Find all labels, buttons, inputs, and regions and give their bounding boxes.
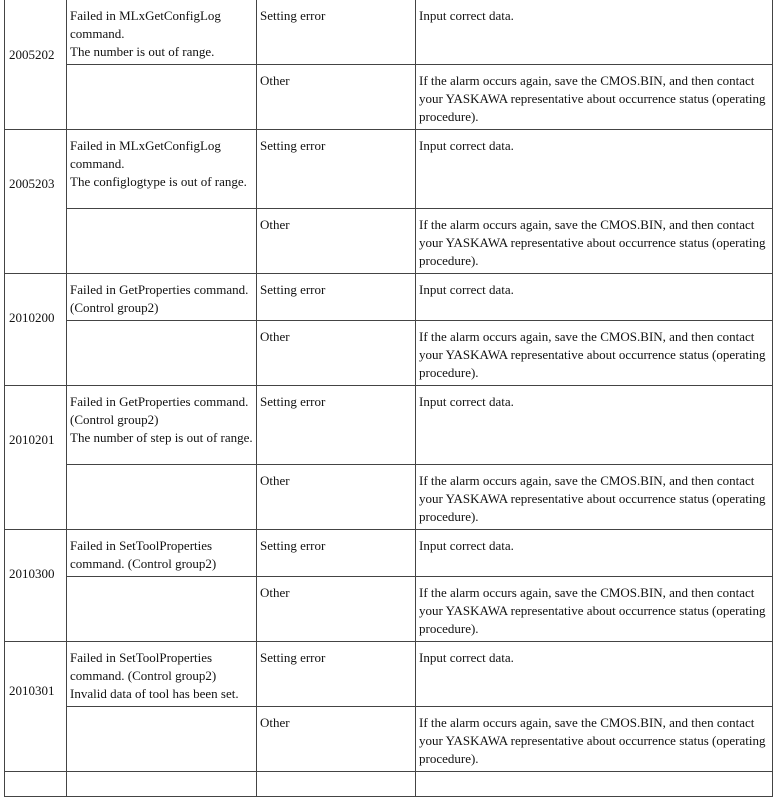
cause-text: Setting error <box>260 538 326 553</box>
cause-cell <box>257 642 416 707</box>
alarm-code: 2010300 <box>9 565 55 581</box>
alarm-code: 2010301 <box>9 682 55 698</box>
table-row <box>5 530 773 577</box>
alarm-meaning-cell <box>67 274 257 321</box>
alarm-meaning-cell <box>67 465 257 530</box>
remedy-cell <box>416 274 773 321</box>
remedy-text: Input correct data. <box>419 282 514 297</box>
remedy-text: Input correct data. <box>419 394 514 409</box>
table-row <box>5 386 773 465</box>
cause-text: Setting error <box>260 8 326 23</box>
cause-text: Other <box>260 329 290 344</box>
table-row <box>5 321 773 386</box>
remedy-text: Input correct data. <box>419 538 514 553</box>
table-row <box>5 209 773 274</box>
alarm-table-body <box>5 0 773 797</box>
alarm-code-cell <box>5 0 67 130</box>
alarm-code-cell <box>5 130 67 274</box>
empty-cell <box>67 772 257 797</box>
empty-cell <box>416 772 773 797</box>
alarm-code: 2010201 <box>9 431 55 447</box>
alarm-meaning: Failed in MLxGetConfigLog command. The number is out of range. <box>70 8 221 59</box>
alarm-list-table <box>4 0 773 797</box>
alarm-code-cell <box>5 530 67 642</box>
table-row <box>5 130 773 209</box>
cause-text: Other <box>260 473 290 488</box>
cause-cell <box>257 707 416 772</box>
alarm-code-cell <box>5 386 67 530</box>
alarm-code: 2005203 <box>9 175 55 191</box>
remedy-text: Input correct data. <box>419 650 514 665</box>
alarm-code: 2005202 <box>9 46 55 62</box>
remedy-text: If the alarm occurs again, save the CMOS.BIN, and then contact your YASKAWA representative about occurrence status (operating procedure). <box>419 217 766 268</box>
alarm-meaning: Failed in GetProperties command. (Control group2) <box>70 282 249 315</box>
cause-cell <box>257 209 416 274</box>
table-row <box>5 642 773 707</box>
remedy-cell <box>416 642 773 707</box>
alarm-code-cell <box>5 642 67 772</box>
remedy-text: Input correct data. <box>419 138 514 153</box>
alarm-meaning-cell <box>67 577 257 642</box>
cause-text: Other <box>260 585 290 600</box>
cause-text: Other <box>260 715 290 730</box>
cause-cell <box>257 386 416 465</box>
remedy-text: If the alarm occurs again, save the CMOS.BIN, and then contact your YASKAWA representative about occurrence status (operating procedure). <box>419 585 766 636</box>
alarm-meaning-cell <box>67 707 257 772</box>
cause-text: Other <box>260 73 290 88</box>
table-row <box>5 274 773 321</box>
cause-text: Other <box>260 217 290 232</box>
remedy-text: If the alarm occurs again, save the CMOS.BIN, and then contact your YASKAWA representative about occurrence status (operating procedure). <box>419 329 766 380</box>
cause-cell <box>257 130 416 209</box>
alarm-code-cell <box>5 274 67 386</box>
alarm-document-page <box>4 0 772 766</box>
empty-cell <box>257 772 416 797</box>
cause-text: Setting error <box>260 394 326 409</box>
alarm-meaning-cell <box>67 642 257 707</box>
remedy-cell <box>416 386 773 465</box>
cause-cell <box>257 0 416 65</box>
remedy-text: If the alarm occurs again, save the CMOS.BIN, and then contact your YASKAWA representative about occurrence status (operating procedure). <box>419 473 766 524</box>
table-row <box>5 465 773 530</box>
cause-text: Setting error <box>260 650 326 665</box>
remedy-cell <box>416 321 773 386</box>
table-row <box>5 772 773 797</box>
remedy-cell <box>416 465 773 530</box>
table-row <box>5 707 773 772</box>
remedy-text: Input correct data. <box>419 8 514 23</box>
cause-cell <box>257 274 416 321</box>
alarm-meaning-cell <box>67 530 257 577</box>
alarm-meaning: Failed in GetProperties command. (Control group2) The number of step is out of range. <box>70 394 253 445</box>
remedy-cell <box>416 0 773 65</box>
cause-cell <box>257 321 416 386</box>
alarm-meaning: Failed in MLxGetConfigLog command. The configlogtype is out of range. <box>70 138 247 189</box>
table-row <box>5 65 773 130</box>
alarm-meaning-cell <box>67 209 257 274</box>
alarm-meaning-cell <box>67 65 257 130</box>
table-row <box>5 577 773 642</box>
remedy-text: If the alarm occurs again, save the CMOS.BIN, and then contact your YASKAWA representative about occurrence status (operating procedure). <box>419 73 766 124</box>
table-row <box>5 0 773 65</box>
cause-text: Setting error <box>260 282 326 297</box>
remedy-cell <box>416 707 773 772</box>
alarm-meaning-cell <box>67 130 257 209</box>
remedy-cell <box>416 130 773 209</box>
cause-cell <box>257 65 416 130</box>
empty-cell <box>5 772 67 797</box>
cause-cell <box>257 530 416 577</box>
remedy-text: If the alarm occurs again, save the CMOS.BIN, and then contact your YASKAWA representative about occurrence status (operating procedure). <box>419 715 766 766</box>
alarm-meaning: Failed in SetToolProperties command. (Control group2) Invalid data of tool has been set. <box>70 650 239 701</box>
alarm-meaning: Failed in SetToolProperties command. (Control group2) <box>70 538 217 571</box>
alarm-meaning-cell <box>67 386 257 465</box>
cause-text: Setting error <box>260 138 326 153</box>
alarm-meaning-cell <box>67 0 257 65</box>
remedy-cell <box>416 209 773 274</box>
remedy-cell <box>416 577 773 642</box>
cause-cell <box>257 577 416 642</box>
alarm-meaning-cell <box>67 321 257 386</box>
remedy-cell <box>416 65 773 130</box>
alarm-code: 2010200 <box>9 309 55 325</box>
remedy-cell <box>416 530 773 577</box>
cause-cell <box>257 465 416 530</box>
